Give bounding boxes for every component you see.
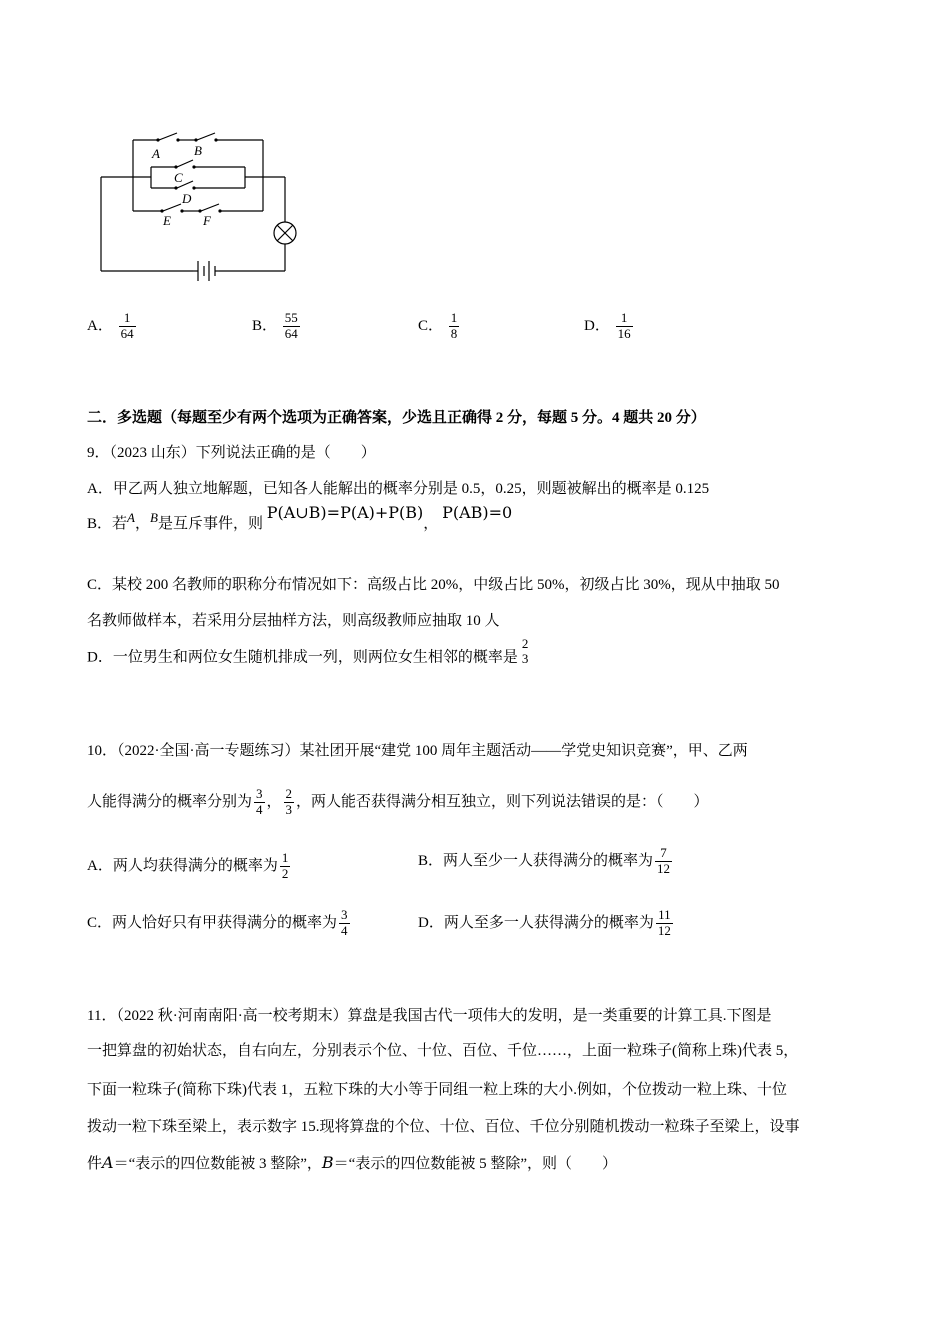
label-c: C bbox=[174, 170, 183, 185]
q9-option-a: A．甲乙两人独立地解题，已知各人能解出的概率分别是 0.5，0.25，则题被解出的概率是 0.125 bbox=[87, 481, 710, 497]
q8-option-a: A． $\frac{1}{64}$ bbox=[87, 310, 134, 341]
q10-stem-line1: 10．（2022·全国·高一专题练习）某社团开展“建党 100 周年主题活动——学党史知识竞赛”，甲、乙两 bbox=[87, 743, 748, 759]
q11-stem-line5: 件A＝“表示的四位数能被 3 整除”，B＝“表示的四位数能被 5 整除”，则（ ） bbox=[87, 1153, 617, 1172]
q8-option-d: D． $\frac{1}{16}$ bbox=[584, 310, 631, 341]
q10-stem-line2: 人能得满分的概率分别为 $\frac{3}{4}$ ， $\frac{2}{3}$ ，两人能否获得满分相互独立，则下列说法错误的是：（ ） bbox=[87, 786, 709, 817]
q10-option-c: C．两人恰好只有甲获得满分的概率为 $\frac{3}{4}$ bbox=[87, 907, 348, 938]
q8-option-c: C． $\frac{1}{8}$ bbox=[418, 310, 458, 341]
q8-option-b: B． $\frac{55}{64}$ bbox=[252, 310, 298, 341]
q10-option-b: B．两人至少一人获得满分的概率为 $\frac{7}{12}$ bbox=[418, 845, 671, 876]
formula-intersection: P(AB)=0 bbox=[442, 503, 513, 522]
q11-stem-line2: 一把算盘的初始状态，自右向左，分别表示个位、十位、百位、千位……，上面一粒珠子(简称上珠)代表 5， bbox=[87, 1043, 799, 1059]
label-b: B bbox=[194, 143, 202, 158]
circuit-diagram bbox=[95, 125, 305, 285]
q9-option-c-line1: C．某校 200 名教师的职称分布情况如下：高级占比 20%，中级占比 50%，初级占比 30%，现从中抽取 50 bbox=[87, 577, 780, 593]
q9-stem: 9．（2023 山东）下列说法正确的是（ ） bbox=[87, 445, 376, 461]
q11-stem-line3: 下面一粒珠子(简称下珠)代表 1，五粒下珠的大小等于同组一粒上珠的大小.例如，个位拨动一粒上珠、十位 bbox=[87, 1082, 787, 1098]
q10-option-d: D．两人至多一人获得满分的概率为 $\frac{11}{12}$ bbox=[418, 907, 671, 938]
q9-option-d: D．一位男生和两位女生随机排成一列，则两位女生相邻的概率是 2 3 bbox=[87, 636, 529, 666]
q9-option-c-line2: 名教师做样本，若采用分层抽样方法，则高级教师应抽取 10 人 bbox=[87, 613, 500, 629]
label-a: A bbox=[152, 146, 160, 161]
q10-option-a: A．两人均获得满分的概率为 $\frac{1}{2}$ bbox=[87, 850, 289, 881]
label-e: E bbox=[163, 213, 171, 228]
q11-stem-line1: 11．（2022 秋·河南南阳·高一校考期末）算盘是我国古代一项伟大的发明，是一类重要的计算工具.下图是 bbox=[87, 1008, 772, 1024]
label-d: D bbox=[182, 191, 192, 206]
q11-stem-line4: 拨动一粒下珠至梁上，表示数字 15.现将算盘的个位、十位、百位、千位分别随机拨动一粒珠子至梁上，设事 bbox=[87, 1119, 800, 1135]
section-title: 二．多选题（每题至少有两个选项为正确答案，少选且正确得 2 分，每题 5 分。4 题共 20 分） bbox=[87, 410, 706, 426]
label-f: F bbox=[203, 213, 211, 228]
q9-option-b: B．若$^A$，$^B$是互斥事件，则 P(A∪B)=P(A)+P(B)， P(AB)=0 bbox=[87, 503, 513, 532]
formula-union: P(A∪B)=P(A)+P(B) bbox=[266, 503, 424, 522]
